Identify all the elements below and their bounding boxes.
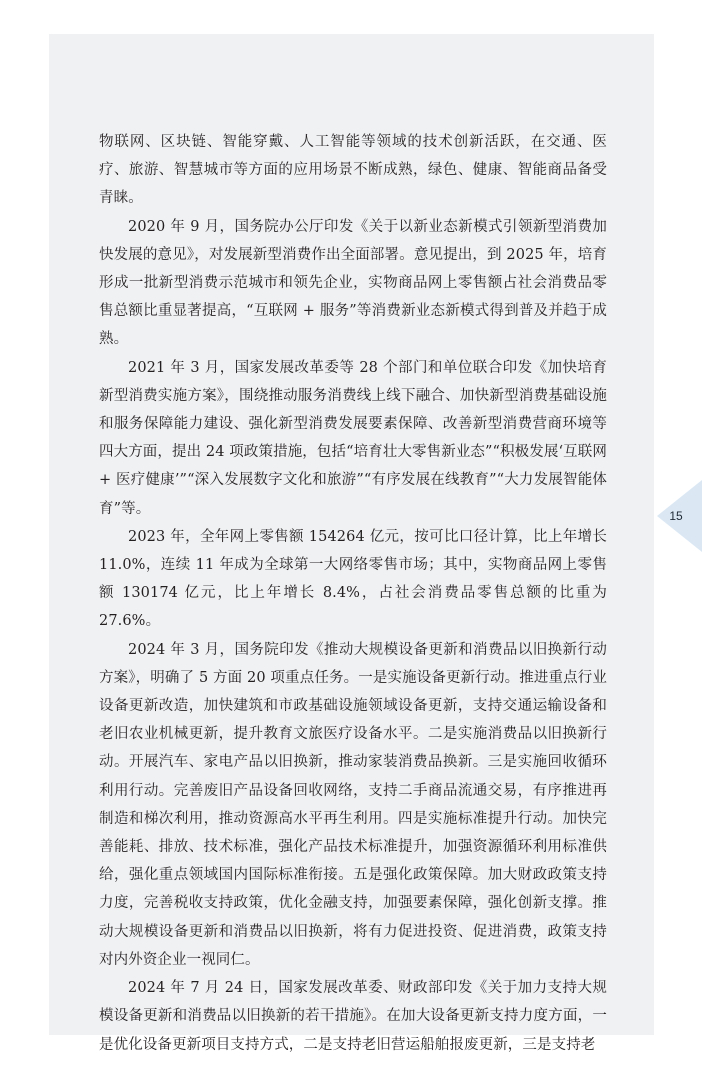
paragraph-2023-online-retail: 2023 年，全年网上零售额 154264 亿元，按可比口径计算，比上年增长 11.0%，连续 11 年成为全球第一大网络零售市场；其中，实物商品网上零售额 130174 亿元，比上年增长 8.4%，占社会消费品零售总额的比重为 27.6%。: [99, 528, 607, 630]
paragraph-2024-march-action-plan: 2024 年 3 月，国务院印发《推动大规模设备更新和消费品以旧换新行动方案》，明确了 5 方面 20 项重点任务。一是实施设备更新行动。推进重点行业设备更新改造，加快建筑和市政基础设施领域设备更新，支持交通运输设备和老旧农业机械更新，提升教育文旅医疗设备水平。二是实施消费品以旧换新行动。开展汽车、家电产品以旧换新，推动家装消费品换新。三是实施回收循环利用行动。完善废旧产品设备回收网络，支持二手商品流通交易，有序推进再制造和梯次利用，推动资源高水平再生利用。四是实施标准提升行动。加快完善能耗、排放、技术标准，强化产品技术标准提升，加强资源循环利用标准供给，强化重点领域国内国际标准衔接。五是强化政策保障。加大财政政策支持力度，完善税收支持政策，优化金融支持，加强要素保障，强化创新支撑。推动大规模设备更新和消费品以旧换新，将有力促进投资、促进消费，政策支持对内外资企业一视同仁。: [99, 641, 607, 968]
body-text: [99, 128, 607, 1059]
paragraph-continuation: 物联网、区块链、智能穿戴、人工智能等领域的技术创新活跃，在交通、医疗、旅游、智慧城市等方面的应用场景不断成熟，绿色、健康、智能商品备受青睐。: [99, 134, 607, 207]
paragraph-2021-implementation-plan: 2021 年 3 月，国家发展改革委等 28 个部门和单位联合印发《加快培育新型消费实施方案》，围绕推动服务消费线上线下融合、加快新型消费基础设施和服务保障能力建设、强化新型消费发展要素保障、改善新型消费营商环境等四大方面，提出 24 项政策措施，包括“培育壮大零售新业态”“积极发展‘互联网 + 医疗健康’”“深入发展数字文化和旅游”“有序发展在线教育”“大力发展智能体育”等。: [99, 359, 607, 517]
paragraph-2024-july-measures: 2024 年 7 月 24 日，国家发展改革委、财政部印发《关于加力支持大规模设备更新和消费品以旧换新的若干措施》。在加大设备更新支持力度方面，一是优化设备更新项目支持方式，二是支持老旧营运船舶报废更新，三是支持老: [99, 980, 607, 1053]
paragraph-2020-consumption-opinion: 2020 年 9 月，国务院办公厅印发《关于以新业态新模式引领新型消费加快发展的意见》，对发展新型消费作出全面部署。意见提出，到 2025 年，培育形成一批新型消费示范城市和领先企业，实物商品网上零售额占社会消费品零售总额比重显著提高，“互联网 + 服务”等消费新业态新模式得到普及并趋于成熟。: [99, 218, 607, 348]
page-number: 15: [669, 509, 683, 523]
